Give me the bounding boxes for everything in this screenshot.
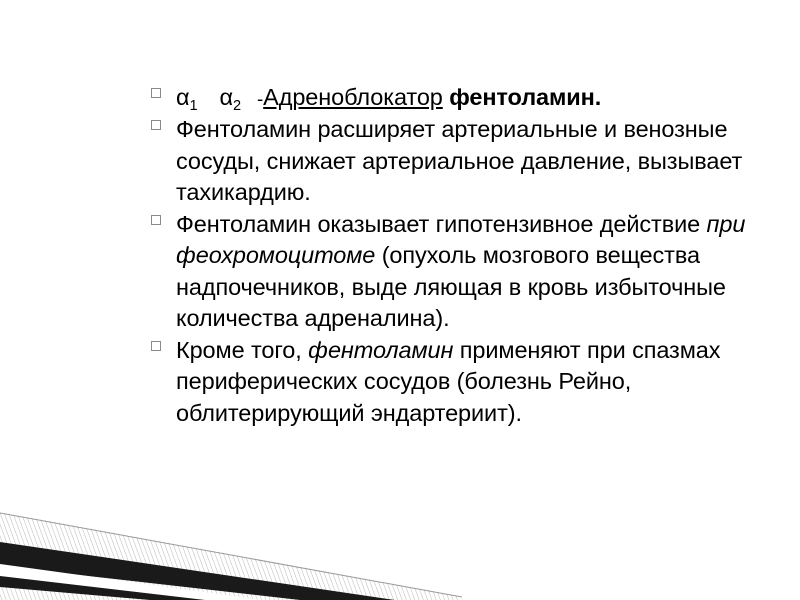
bullet-text-lead: Кроме того, [176, 337, 309, 363]
alpha1-symbol: α [176, 84, 190, 110]
italic-term: фентоламин [308, 337, 454, 363]
alpha2-subscript: 2 [233, 97, 241, 114]
bold-term: фентоламин. [449, 84, 602, 110]
list-item [150, 335, 770, 429]
bullet-text-tail: (опухоль мозгового вещества надпочечников, выде ляющая в кровь избыточные количества адреналина). [176, 242, 726, 331]
bullet-marker-icon [151, 341, 161, 351]
bullet-text-tail: применяют при спазмах периферических сосудов (болезнь Рейно, облитерирующий эндартериит). [176, 337, 721, 426]
alpha1-subscript: 1 [189, 97, 198, 114]
alpha2-symbol: α [219, 84, 233, 110]
bullet-marker-icon [151, 120, 161, 130]
bullet-list [150, 82, 770, 429]
list-item [150, 209, 770, 334]
list-item [150, 82, 770, 113]
dash-separator: - [257, 88, 264, 109]
italic-term: при феохромоцитоме [176, 211, 746, 269]
underlined-term: Адреноблокатор [263, 84, 443, 110]
bullet-text-lead: Фентоламин оказывает гипотензивное действие [176, 211, 707, 237]
bullet-marker-icon [151, 88, 161, 98]
slide-content [150, 82, 770, 430]
bullet-text: Фентоламин расширяет артериальные и венозные сосуды, снижает артериальное давление, вызывает тахикардию. [176, 116, 743, 205]
corner-decoration [0, 490, 470, 600]
bullet-marker-icon [151, 215, 161, 225]
list-item [150, 114, 770, 208]
